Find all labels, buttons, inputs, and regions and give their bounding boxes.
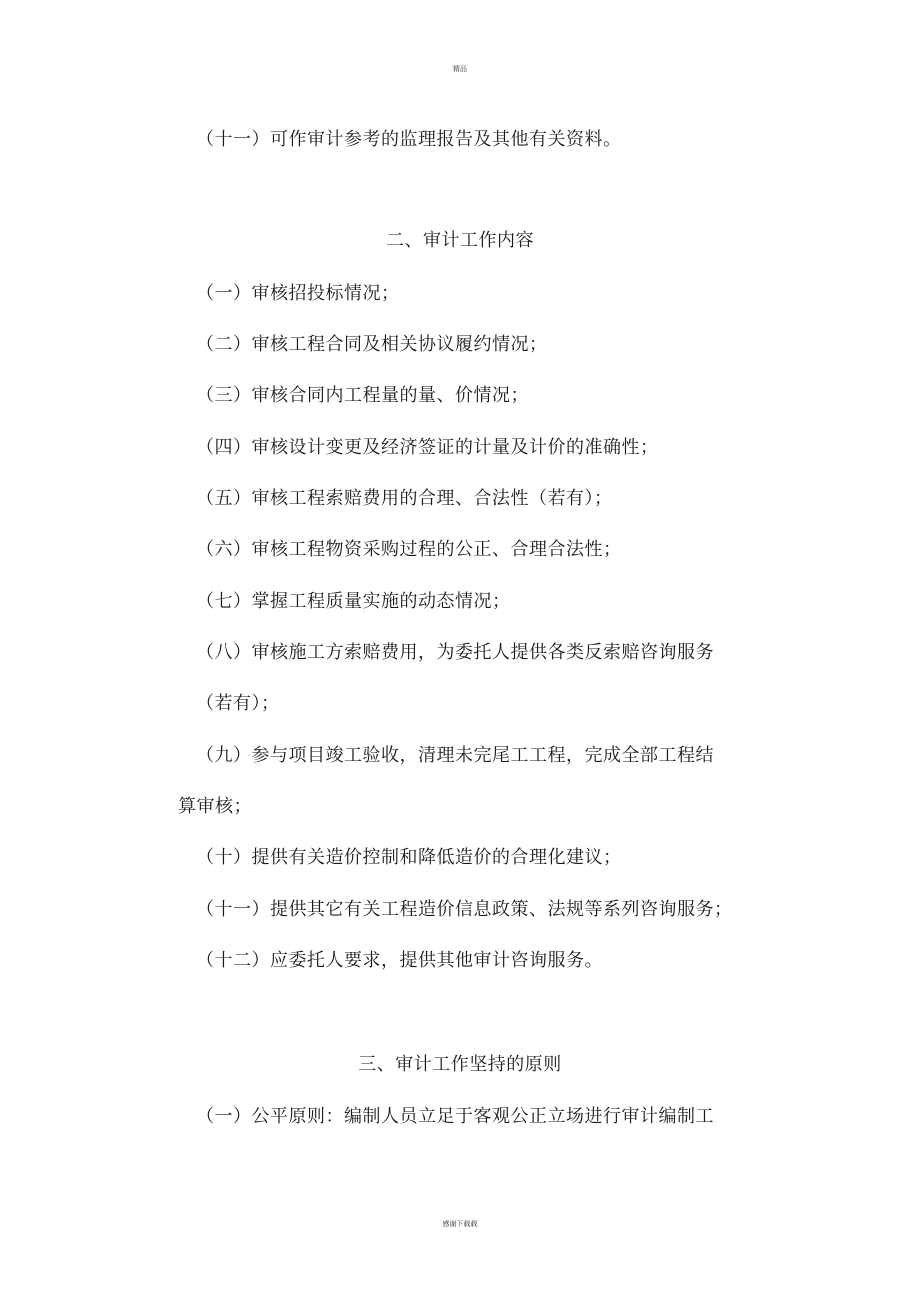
list-item: （七）掌握工程质量实施的动态情况； (196, 591, 511, 612)
list-item: （一）公平原则：编制人员立足于客观公正立场进行审计编制工 (196, 1106, 714, 1127)
page-footer-mark: 感谢下载载 (442, 1220, 478, 1228)
section-heading-audit-content: 二、审计工作内容 (386, 230, 534, 251)
list-item: （一）审核招投标情况； (196, 283, 400, 304)
list-item: （八）审核施工方索赔费用，为委托人提供各类反索赔咨询服务 (196, 642, 714, 663)
list-item: （三）审核合同内工程量的量、价情况； (196, 385, 529, 406)
list-item-continuation: 算审核； (178, 796, 252, 817)
list-item: （六）审核工程物资采购过程的公正、合理合法性； (196, 539, 622, 560)
list-item: （十二）应委托人要求，提供其他审计咨询服务。 (196, 950, 603, 971)
list-item: （十一）提供其它有关工程造价信息政策、法规等系列咨询服务； (196, 899, 733, 920)
list-item: （十）提供有关造价控制和降低造价的合理化建议； (196, 847, 622, 868)
clause-11-reference-materials: （十一）可作审计参考的监理报告及其他有关资料。 (196, 129, 622, 150)
section-heading-audit-principles: 三、审计工作坚持的原则 (358, 1054, 562, 1075)
list-item: （九）参与项目竣工验收，清理未完尾工工程，完成全部工程结 (196, 745, 714, 766)
list-item: （二）审核工程合同及相关协议履约情况； (196, 334, 548, 355)
page-header-mark: 精品 (453, 65, 467, 73)
list-item-continuation: （若有）； (196, 693, 280, 714)
list-item: （五）审核工程索赔费用的合理、合法性（若有）； (196, 488, 613, 509)
list-item: （四）审核设计变更及经济签证的计量及计价的准确性； (196, 437, 659, 458)
